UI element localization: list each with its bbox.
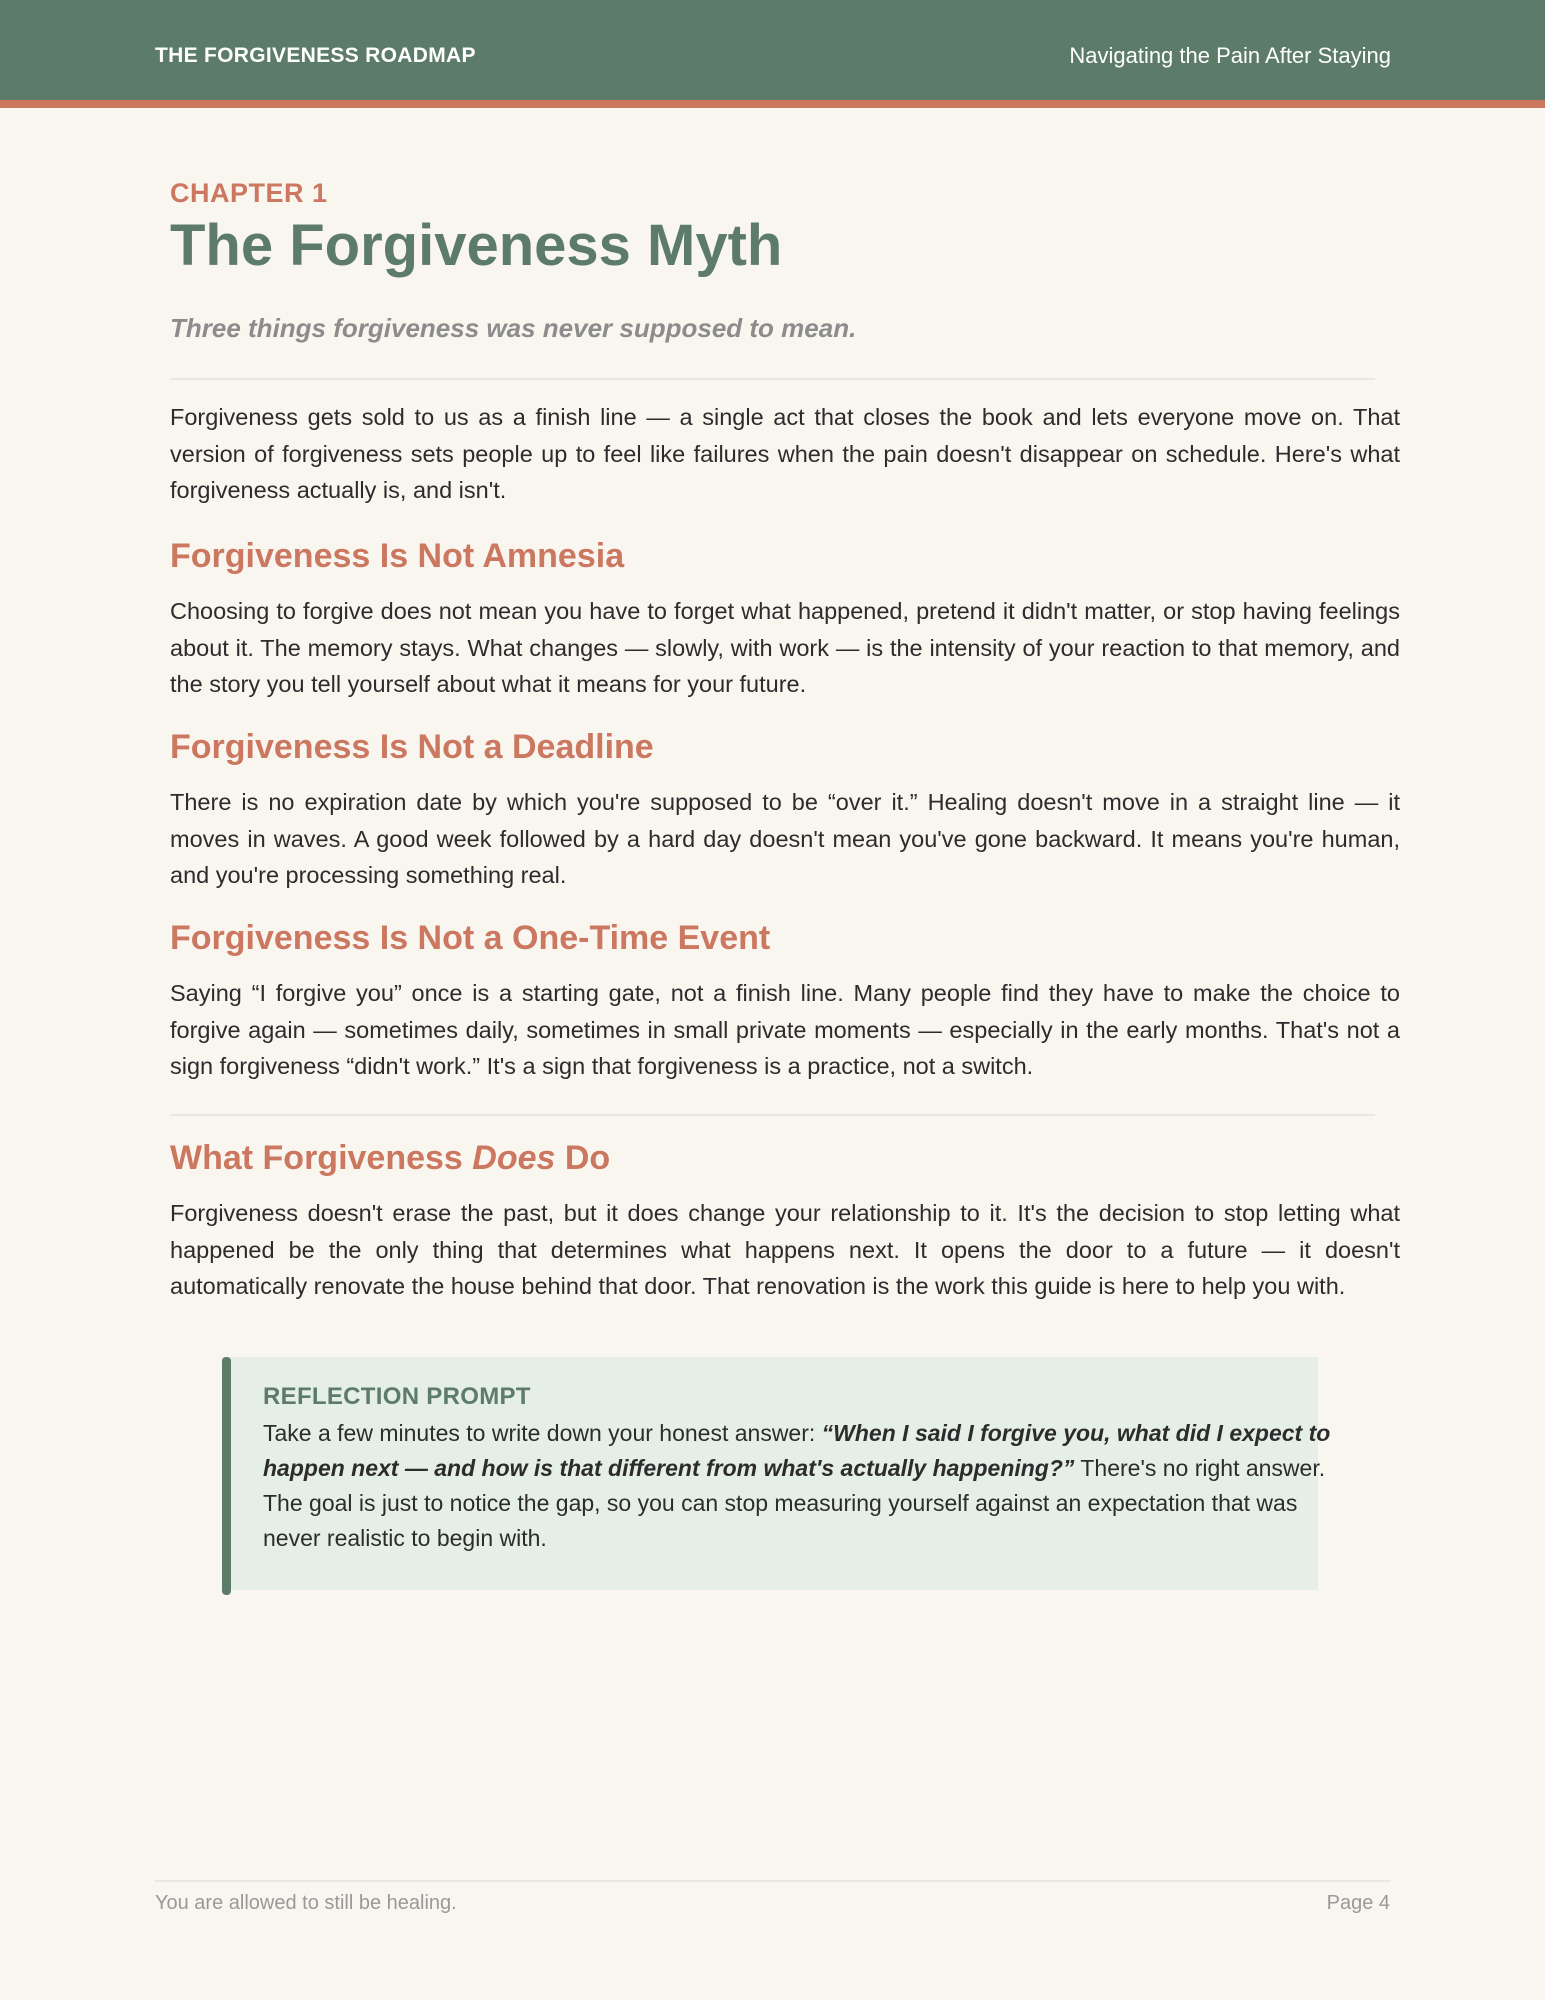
reflection-callout [222, 1357, 1331, 1590]
header-subtitle: Navigating the Pain After Staying [1069, 43, 1391, 68]
header-book-title: THE FORGIVENESS ROADMAP [155, 44, 476, 67]
section-heading-one-time: Forgiveness Is Not a One-Time Event [170, 919, 771, 957]
divider [170, 1114, 1375, 1116]
callout-accent-bar [222, 1357, 231, 1595]
page-header [0, 0, 1545, 108]
section-body-deadline: There is no expiration date by which you're supposed to be “over it.” Healing doesn't move in a straight line — it moves in waves. A good week followed by a hard day doesn't mean you've gone backward. It means you're human, and you're processing something real. [170, 789, 1400, 888]
section-heading-amnesia: Forgiveness Is Not Amnesia [170, 537, 625, 575]
section-body-does: Forgiveness doesn't erase the past, but it does change your relationship to it. It's the decision to stop letting what happened be the only thing that determines what happens next. It opens the door to a future — it doesn't automatically renovate the house behind that door. That renovation is the work this guide is here to help you with. [170, 1200, 1400, 1299]
page-number: Page 4 [1326, 1892, 1390, 1914]
section-heading-does [170, 1137, 610, 1179]
footer-divider [155, 1880, 1391, 1882]
reflection-text-before: Take a few minutes to write down your honest answer: [263, 1420, 822, 1446]
divider [170, 378, 1375, 380]
reflection-quote: “When I said I forgive you, what did I expect to happen next — and how is that different from what's actually happening?” [263, 1420, 1331, 1481]
reflection-text [263, 1416, 1338, 1556]
section-body-amnesia: Choosing to forgive does not mean you have to forget what happened, pretend it didn't matter, or stop having feelings about it. The memory stays. What changes — slowly, with work — is the intensity of your reaction to that memory, and the story you tell yourself about what it means for your future. [170, 598, 1400, 697]
chapter-subtitle: Three things forgiveness was never supposed to mean. [170, 313, 857, 343]
heading-text: Do [555, 1139, 611, 1177]
reflection-label: REFLECTION PROMPT [263, 1383, 531, 1410]
section-heading-deadline: Forgiveness Is Not a Deadline [170, 728, 654, 766]
section-body-one-time: Saying “I forgive you” once is a starting gate, not a finish line. Many people find they have to make the choice to forgive again — sometimes daily, sometimes in small private moments — especially in the early months. That's not a sign forgiveness “didn't work.” It's a sign that forgiveness is a practice, not a switch. [170, 980, 1400, 1079]
reflection-text-after: There's no right answer. The goal is just to notice the gap, so you can stop measuring yourself against an expectation that was never realistic to begin with. [263, 1455, 1326, 1551]
heading-emphasis: Does [472, 1139, 556, 1177]
chapter-label: CHAPTER 1 [170, 178, 328, 208]
heading-text: What Forgiveness [170, 1139, 473, 1177]
intro-paragraph: Forgiveness gets sold to us as a finish line — a single act that closes the book and lets everyone move on. That version of forgiveness sets people up to feel like failures when the pain doesn't disappear on schedule. Here's what forgiveness actually is, and isn't. [170, 404, 1400, 503]
footer-tagline: You are allowed to still be healing. [155, 1892, 457, 1914]
chapter-title: The Forgiveness Myth [170, 213, 783, 278]
